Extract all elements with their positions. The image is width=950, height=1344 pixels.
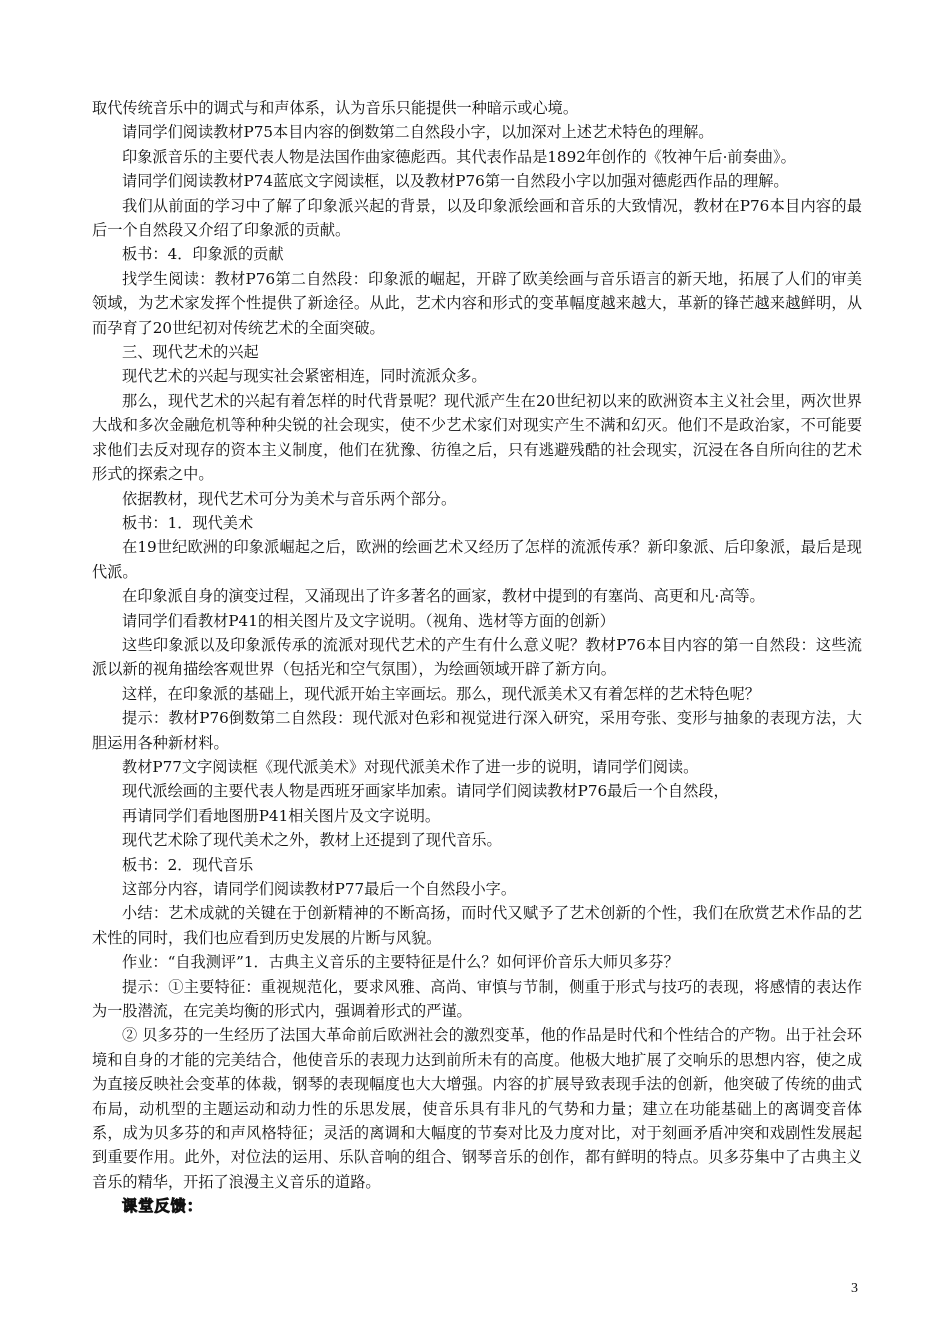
paragraph: 现代派绘画的主要代表人物是西班牙画家毕加索。请同学们阅读教材P76最后一个自然段， bbox=[122, 782, 729, 801]
paragraph: 这样，在印象派的基础上，现代派开始主宰画坛。那么，现代派美术又有着怎样的艺术特色呢？ bbox=[122, 684, 760, 703]
paragraph: ② 贝多芬的一生经历了法国大革命前后欧洲社会的激烈变革，他的作品是时代和个性结合的产物。出于社会环境和自身的才能的完美结合，他使音乐的表现力达到前所未有的高度。他极大地扩展了交响乐的思想内容，使之成为直接反映社会变革的体裁，钢琴的表现幅度也大大增强。内容的扩展导致表现手法的创新，他突破了传统的曲式布局，动机型的主题运动和动力性的乐思发展，使音乐具有非凡的气势和力量；建立在功能基础上的离调变音体系，成为贝多芬的和声风格特征；灵活的离调和大幅度的节奏对比及力度对比，对于刻画矛盾冲突和戏剧性发展起到重要作用。此外，对位法的运用、乐队音响的组合、钢琴音乐的创作，都有鲜明的特点。贝多芬集中了古典主义音乐的精华，开拓了浪漫主义音乐的道路。 bbox=[92, 1026, 862, 1191]
paragraph: 这部分内容，请同学们阅读教材P77最后一个自然段小字。 bbox=[122, 880, 517, 898]
paragraph: 在19世纪欧洲的印象派崛起之后，欧洲的绘画艺术又经历了怎样的流派传承？新印象派、后印象派，最后是现代派。 bbox=[92, 538, 862, 581]
paragraph: 取代传统音乐中的调式与和声体系，认为音乐只能提供一种暗示或心境。 bbox=[92, 99, 578, 117]
paragraph: 找学生阅读：教材P76第二自然段：印象派的崛起，开辟了欧美绘画与音乐语言的新天地，拓展了人们的审美领域，为艺术家发挥个性提供了新途径。从此，艺术内容和形式的变革幅度越来越大，革新的锋芒越来越鲜明，从而孕育了20世纪初对传统艺术的全面突破。 bbox=[92, 269, 862, 337]
document-body bbox=[92, 96, 862, 1219]
paragraph: 教材P77文字阅读框《现代派美术》对现代派美术作了进一步的说明，请同学们阅读。 bbox=[122, 757, 699, 776]
paragraph: 提示：教材P76倒数第二自然段：现代派对色彩和视觉进行深入研究，采用夸张、变形与抽象的表现方法，大胆运用各种新材料。 bbox=[92, 709, 862, 752]
blackboard-heading: 板书：4．印象派的贡献 bbox=[122, 245, 284, 264]
summary-paragraph: 小结：艺术成就的关键在于创新精神的不断高扬，而时代又赋予了艺术创新的个性，我们在欣赏艺术作品的艺术性的同时，我们也应看到历史发展的片断与风貌。 bbox=[92, 904, 862, 947]
class-feedback-label: 课堂反馈： bbox=[122, 1197, 203, 1216]
paragraph: 请同学们阅读教材P75本目内容的倒数第二自然段小字，以加深对上述艺术特色的理解。 bbox=[122, 123, 714, 142]
paragraph: 在印象派自身的演变过程，又涌现出了许多著名的画家，教材中提到的有塞尚、高更和凡·高等。 bbox=[122, 587, 765, 606]
paragraph: 这些印象派以及印象派传承的流派对现代艺术的产生有什么意义呢？教材P76本目内容的第一自然段：这些流派以新的视角描绘客观世界（包括光和空气氛围），为绘画领域开辟了新方向。 bbox=[92, 635, 862, 679]
paragraph: 请同学们阅读教材P74蓝底文字阅读框，以及教材P76第一自然段小字以加强对德彪西作品的理解。 bbox=[122, 172, 789, 191]
paragraph: 我们从前面的学习中了解了印象派兴起的背景，以及印象派绘画和音乐的大致情况，教材在P76本目内容的最后一个自然段又介绍了印象派的贡献。 bbox=[92, 196, 862, 240]
paragraph: 那么，现代艺术的兴起有着怎样的时代背景呢？现代派产生在20世纪初以来的欧洲资本主义社会里，两次世界大战和多次金融危机等种种尖锐的社会现实，使不少艺术家们对现实产生不满和幻灭。他们不是政治家，不可能要求他们去反对现存的资本主义制度，他们在犹豫、彷徨之后，只有逃避残酷的社会现实，沉浸在各自所向往的艺术形式的探索之中。 bbox=[92, 391, 862, 484]
paragraph: 现代艺术除了现代美术之外，教材上还提到了现代音乐。 bbox=[122, 831, 502, 850]
paragraph: 印象派音乐的主要代表人物是法国作曲家德彪西。其代表作品是1892年创作的《牧神午后·前奏曲》。 bbox=[122, 147, 796, 166]
hint-paragraph: 提示：①主要特征：重视规范化，要求风雅、高尚、审慎与节制，侧重于形式与技巧的表现，将感情的表达作为一股潜流，在完美均衡的形式内，强调着形式的严谨。 bbox=[92, 977, 862, 1021]
paragraph: 再请同学们看地图册P41相关图片及文字说明。 bbox=[122, 806, 441, 825]
blackboard-heading: 板书：2．现代音乐 bbox=[122, 855, 254, 874]
paragraph: 请同学们看教材P41的相关图片及文字说明。（视角、选材等方面的创新） bbox=[122, 611, 615, 630]
paragraph: 依据教材，现代艺术可分为美术与音乐两个部分。 bbox=[122, 489, 457, 508]
paragraph: 现代艺术的兴起与现实社会紧密相连，同时流派众多。 bbox=[122, 367, 487, 386]
section-heading: 三、现代艺术的兴起 bbox=[122, 343, 259, 362]
blackboard-heading: 板书：1．现代美术 bbox=[122, 513, 254, 532]
homework-paragraph: 作业：“自我测评”1．古典主义音乐的主要特征是什么？如何评价音乐大师贝多芬？ bbox=[122, 953, 679, 972]
page-number: 3 bbox=[851, 1281, 858, 1296]
